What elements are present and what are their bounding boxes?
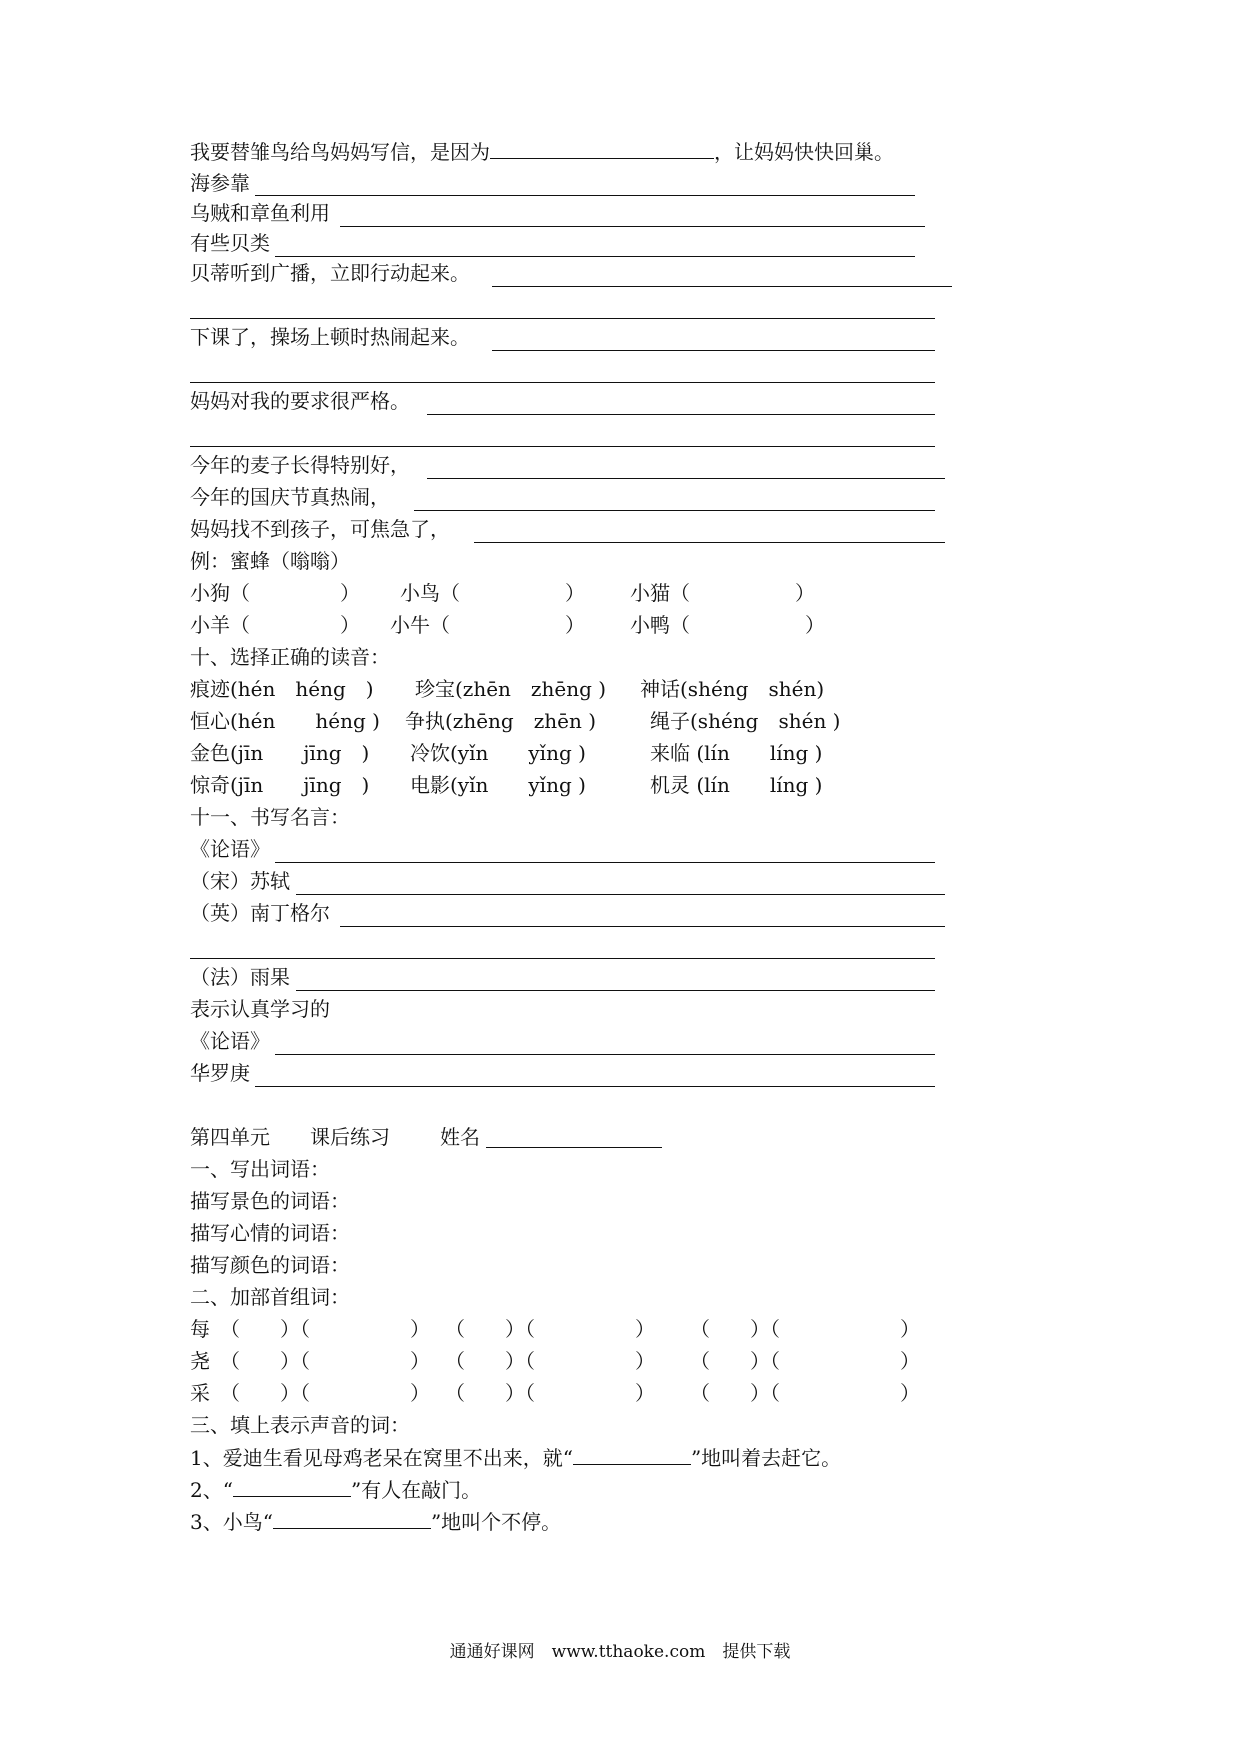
answer-line[interactable] — [340, 926, 945, 927]
national-day-line — [190, 482, 390, 512]
pinyin-row-4 — [190, 770, 890, 800]
prompt-text: 描写心情的词语： — [190, 1221, 350, 1245]
pinyin-choice: 绳子(shéng shén ) — [650, 709, 841, 733]
pinyin-choice: 恒心(hén héng ) — [190, 709, 380, 733]
prompt-text: 描写景色的词语： — [190, 1189, 350, 1213]
section-title: 一、写出词语： — [190, 1157, 330, 1181]
source-label: 《论语》 — [190, 837, 270, 861]
prompt-text: 妈妈找不到孩子，可焦急了， — [190, 517, 450, 541]
lunyu-line — [190, 834, 270, 864]
source-label: （英）南丁格尔 — [190, 901, 330, 925]
radical-paren-group[interactable]: （ ）（ ） — [690, 1349, 920, 1373]
prompt-text: 1、爱迪生看见母鸡老呆在窝里不出来，就“ — [190, 1446, 573, 1470]
animal-label: 小羊（ — [190, 613, 250, 637]
source-label: （法）雨果 — [190, 965, 290, 989]
paren-close: ） — [340, 613, 360, 637]
section-title: 十一、书写名言： — [190, 805, 350, 829]
answer-line[interactable] — [414, 510, 935, 511]
answer-line[interactable] — [275, 862, 935, 863]
answer-line[interactable] — [275, 1054, 935, 1055]
radical-paren-group[interactable]: （ ）（ ） — [445, 1317, 655, 1341]
section-11-title — [190, 802, 350, 832]
animal-label: 小鸟（ — [400, 581, 460, 605]
sushi-line — [190, 866, 290, 896]
hualuogeng-line — [190, 1058, 250, 1088]
answer-line[interactable] — [255, 1086, 935, 1087]
radical-paren-group[interactable]: （ ）（ ） — [690, 1381, 920, 1405]
prompt-text: 2、“ — [190, 1478, 233, 1502]
answer-line[interactable] — [427, 414, 935, 415]
write-letter-line — [190, 136, 894, 166]
pinyin-choice: 来临 (lín líng ) — [650, 741, 823, 765]
paren-close: ） — [565, 613, 585, 637]
prompt-text: 3、小鸟“ — [190, 1510, 273, 1534]
prompt-text: ”地叫着去赶它。 — [690, 1446, 842, 1470]
shellfish-line — [190, 228, 270, 258]
prompt-text: 贝蒂听到广播，立即行动起来。 — [190, 261, 470, 285]
answer-line[interactable] — [296, 894, 945, 895]
radical-row-3 — [190, 1378, 950, 1408]
sound-blank[interactable] — [273, 1506, 431, 1529]
section-10-title — [190, 642, 390, 672]
radical-paren-group[interactable]: （ ）（ ） — [445, 1349, 655, 1373]
squid-octopus-line — [190, 198, 330, 228]
unit4-sec2-title — [190, 1282, 350, 1312]
animal-label: 小猫（ — [630, 581, 690, 605]
pinyin-row-2 — [190, 706, 890, 736]
prompt-text: 海参靠 — [190, 171, 250, 195]
unit4-sec3-title — [190, 1410, 410, 1440]
animal-label: 小鸭（ — [630, 613, 690, 637]
paren-close: ） — [795, 581, 815, 605]
prompt-text: 描写颜色的词语： — [190, 1253, 350, 1277]
lunyu2-line — [190, 1026, 270, 1056]
radical-char: 尧 — [190, 1349, 210, 1373]
pinyin-choice: 惊奇(jīn jīng ) — [190, 773, 370, 797]
nightingale-line — [190, 898, 330, 928]
answer-line[interactable] — [296, 990, 935, 991]
paren-close: ） — [340, 581, 360, 605]
prompt-text: ”地叫个不停。 — [430, 1510, 562, 1534]
name-blank[interactable] — [486, 1125, 662, 1148]
unit4-heading — [190, 1122, 790, 1152]
pinyin-row-1 — [190, 674, 890, 704]
radical-row-2 — [190, 1346, 950, 1376]
answer-line[interactable] — [492, 350, 935, 351]
radical-paren-group[interactable]: （ ）（ ） — [690, 1317, 920, 1341]
radical-paren-group[interactable]: （ ）（ ） — [220, 1349, 430, 1373]
footer-credit: 通通好课网 www.tthaoke.com 提供下载 — [449, 1642, 791, 1662]
answer-line[interactable] — [190, 446, 935, 447]
prompt-text: 乌贼和章鱼利用 — [190, 201, 330, 225]
answer-blank[interactable] — [490, 136, 714, 159]
source-label: 华罗庚 — [190, 1061, 250, 1085]
sea-cucumber-line — [190, 168, 250, 198]
source-label: （宋）苏轼 — [190, 869, 290, 893]
example-text: 例：蜜蜂（嗡嗡） — [190, 549, 350, 573]
paren-close: ） — [805, 613, 825, 637]
answer-line[interactable] — [190, 382, 935, 383]
section-title: 二、加部首组词： — [190, 1285, 350, 1309]
unit-title: 第四单元 — [190, 1125, 270, 1149]
sound-q1-line — [190, 1442, 841, 1472]
animal-sounds-row-2 — [190, 610, 890, 640]
radical-paren-group[interactable]: （ ）（ ） — [220, 1381, 430, 1405]
source-label: 《论语》 — [190, 1029, 270, 1053]
prompt-text: 今年的国庆节真热闹， — [190, 485, 390, 509]
section-title: 十、选择正确的读音： — [190, 645, 390, 669]
wheat-line — [190, 450, 410, 480]
name-label: 姓名 — [440, 1125, 480, 1149]
radical-row-1 — [190, 1314, 950, 1344]
radical-paren-group[interactable]: （ ）（ ） — [220, 1317, 430, 1341]
mood-words-line — [190, 1218, 350, 1248]
answer-line[interactable] — [255, 195, 915, 196]
instruction-text: 表示认真学习的 — [190, 997, 330, 1021]
pinyin-choice: 神话(shéng shén) — [640, 677, 825, 701]
pinyin-choice: 争执(zhēng zhēn ) — [405, 709, 597, 733]
color-words-line — [190, 1250, 350, 1280]
prompt-text: ，让妈妈快快回巢。 — [714, 140, 894, 164]
paren-close: ） — [565, 581, 585, 605]
sound-blank[interactable] — [573, 1442, 691, 1465]
playground-line — [190, 322, 470, 352]
exercise-title: 课后练习 — [310, 1125, 390, 1149]
radical-char: 每 — [190, 1317, 210, 1341]
pinyin-choice: 珍宝(zhēn zhēng ) — [415, 677, 607, 701]
pinyin-choice: 电影(yǐn yǐng ) — [410, 773, 586, 797]
answer-line[interactable] — [190, 318, 935, 319]
prompt-text: 有些贝类 — [190, 231, 270, 255]
answer-line[interactable] — [275, 256, 915, 257]
radical-paren-group[interactable]: （ ）（ ） — [445, 1381, 655, 1405]
example-line — [190, 546, 350, 576]
sound-q2-line — [190, 1474, 481, 1504]
sound-blank[interactable] — [233, 1474, 351, 1497]
animal-label: 小牛（ — [390, 613, 450, 637]
unit4-sec1-title — [190, 1154, 330, 1184]
animal-sounds-row-1 — [190, 578, 890, 608]
mom-strict-line — [190, 386, 410, 416]
pinyin-choice: 冷饮(yǐn yǐng ) — [410, 741, 586, 765]
study-label-line — [190, 994, 330, 1024]
prompt-text: 我要替雏鸟给鸟妈妈写信，是因为 — [190, 140, 490, 164]
prompt-text: 下课了，操场上顿时热闹起来。 — [190, 325, 470, 349]
pinyin-choice: 痕迹(hén héng ) — [190, 677, 374, 701]
betty-line — [190, 258, 470, 288]
answer-line[interactable] — [190, 958, 935, 959]
section-title: 三、填上表示声音的词： — [190, 1413, 410, 1437]
animal-label: 小狗（ — [190, 581, 250, 605]
scenery-words-line — [190, 1186, 350, 1216]
pinyin-choice: 金色(jīn jīng ) — [190, 741, 370, 765]
answer-line[interactable] — [474, 542, 945, 543]
answer-line[interactable] — [427, 478, 945, 479]
mom-child-line — [190, 514, 450, 544]
prompt-text: 妈妈对我的要求很严格。 — [190, 389, 410, 413]
prompt-text: 今年的麦子长得特别好， — [190, 453, 410, 477]
answer-line[interactable] — [492, 286, 952, 287]
hugo-line — [190, 962, 290, 992]
answer-line[interactable] — [340, 226, 925, 227]
sound-q3-line — [190, 1506, 561, 1536]
pinyin-row-3 — [190, 738, 890, 768]
prompt-text: ”有人在敲门。 — [350, 1478, 482, 1502]
radical-char: 采 — [190, 1381, 210, 1405]
pinyin-choice: 机灵 (lín líng ) — [650, 773, 823, 797]
